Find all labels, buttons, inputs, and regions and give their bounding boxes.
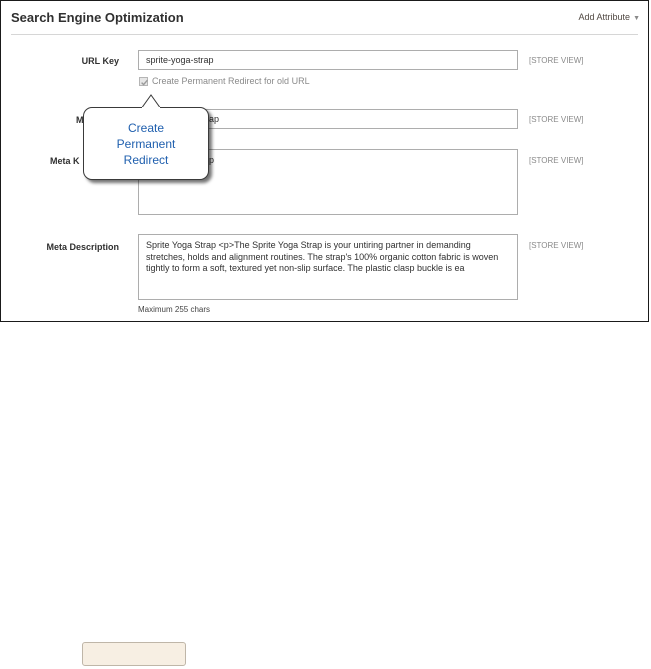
divider (11, 34, 638, 35)
callout-line-3: Redirect (123, 153, 169, 167)
url-key-label: URL Key (81, 56, 119, 66)
meta-keywords-visible-text: p (209, 155, 215, 165)
callout-joint (142, 107, 160, 109)
meta-description-label: Meta Description (46, 242, 119, 252)
add-attribute-label: Add Attribute (578, 12, 631, 22)
checkmark-icon (140, 78, 149, 87)
meta-keywords-scope: [STORE VIEW] (529, 156, 584, 165)
url-key-scope: [STORE VIEW] (529, 56, 584, 65)
bottom-button[interactable] (82, 642, 186, 666)
max-chars-hint: Maximum 255 chars (138, 305, 211, 314)
callout-line-1: Create (127, 121, 165, 135)
chevron-down-icon: ▼ (633, 15, 640, 22)
section-title: Search Engine Optimization (11, 10, 184, 25)
redirect-checkbox[interactable] (139, 77, 148, 86)
callout-create-permanent-redirect (83, 107, 209, 180)
callout-line-2: Permanent (116, 137, 176, 151)
meta-keywords-label: Meta K (50, 156, 80, 166)
add-attribute-button[interactable] (579, 12, 640, 22)
seo-panel (0, 0, 649, 322)
meta-description-textarea[interactable]: Sprite Yoga Strap <p>The Sprite Yoga Strap is your untiring partner in demanding stretches, holds and alignment routines. The strap's 100% organic cotton fabric is woven tightly to form a soft, textured yet non-slip surface. The plastic clasp buckle is ea (138, 234, 518, 300)
meta-title-scope: [STORE VIEW] (529, 115, 584, 124)
redirect-checkbox-row[interactable] (139, 76, 310, 86)
redirect-checkbox-label: Create Permanent Redirect for old URL (152, 76, 310, 86)
url-key-input[interactable] (138, 50, 518, 70)
meta-title-label: M (76, 115, 84, 125)
meta-title-visible-text: ap (209, 114, 220, 124)
meta-description-scope: [STORE VIEW] (529, 241, 584, 250)
section-header (1, 1, 648, 35)
